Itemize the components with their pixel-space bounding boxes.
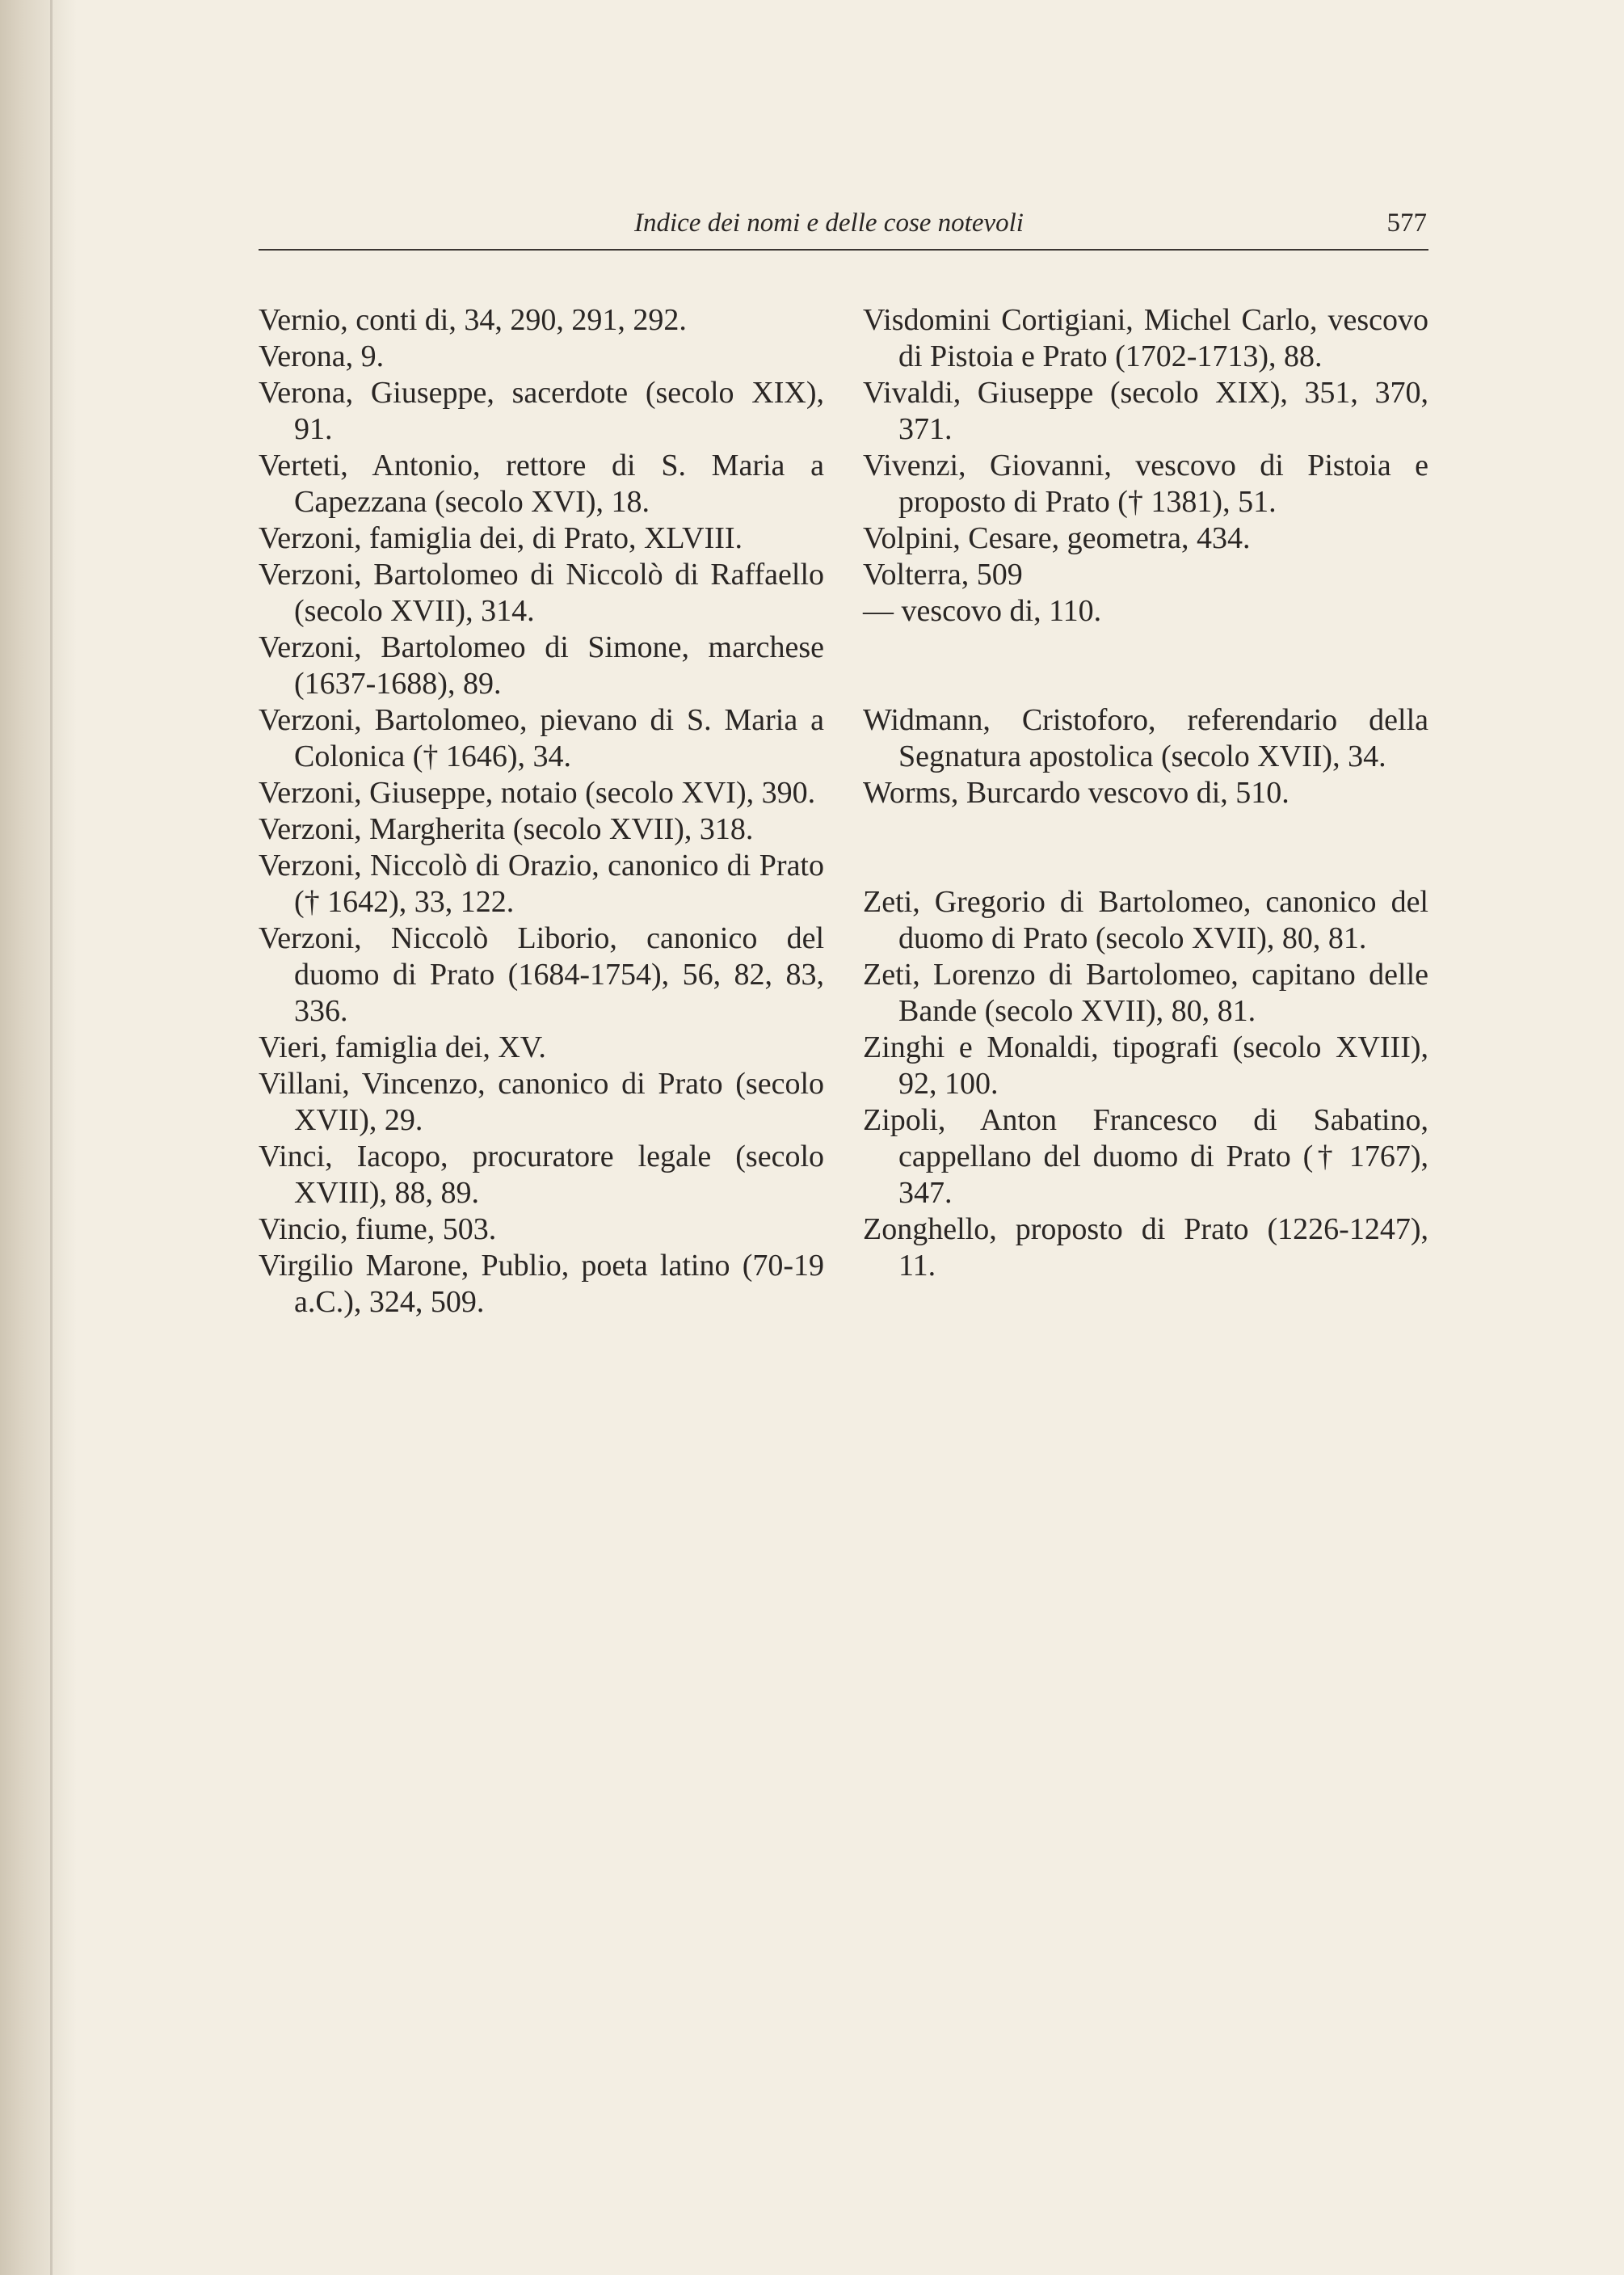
index-entry: Zeti, Lorenzo di Bartolomeo, capitano delle Bande (secolo XVII), 80, 81. <box>863 958 1428 1028</box>
index-entry: Widmann, Cristoforo, referendario della Segnatura apostolica (secolo XVII), 34. <box>863 703 1428 773</box>
index-entry: Villani, Vincenzo, canonico di Prato (secolo XVII), 29. <box>259 1067 824 1137</box>
index-group-w <box>863 702 1428 811</box>
index-entry: Verzoni, Niccolò Liborio, canonico del duomo di Prato (1684-1754), 56, 82, 83, 336. <box>259 921 824 1028</box>
index-entry: — vescovo di, 110. <box>863 594 1102 628</box>
index-entry: Verzoni, Giuseppe, notaio (secolo XVI), 390. <box>259 776 816 810</box>
index-entry: Visdomini Cortigiani, Michel Carlo, vescovo di Pistoia e Prato (1702-1713), 88. <box>863 303 1428 373</box>
index-entry: Vivenzi, Giovanni, vescovo di Pistoia e proposto di Prato († 1381), 51. <box>863 449 1428 519</box>
index-entry: Zipoli, Anton Francesco di Sabatino, cappellano del duomo di Prato († 1767), 347. <box>863 1103 1428 1210</box>
index-entry: Vieri, famiglia dei, XV. <box>259 1030 546 1064</box>
index-column-left <box>259 302 824 1321</box>
index-entry: Verzoni, Bartolomeo, pievano di S. Maria a Colonica († 1646), 34. <box>259 703 824 773</box>
index-entry: Verzoni, Bartolomeo di Simone, marchese (1637-1688), 89. <box>259 630 824 701</box>
letter-group-gap <box>863 811 1428 884</box>
index-entry: Verzoni, Niccolò di Orazio, canonico di Prato († 1642), 33, 122. <box>259 849 824 919</box>
book-gutter <box>0 0 77 2275</box>
index-entry: Vinci, Iacopo, procuratore legale (secolo XVIII), 88, 89. <box>259 1140 824 1210</box>
index-entry: Verteti, Antonio, rettore di S. Maria a Capezzana (secolo XVI), 18. <box>259 449 824 519</box>
running-title: Indice dei nomi e delle cose notevoli <box>634 209 1024 238</box>
index-entry: Verona, Giuseppe, sacerdote (secolo XIX), 91. <box>259 376 824 446</box>
letter-group-gap <box>863 630 1428 702</box>
index-group-z <box>863 884 1428 1284</box>
index-entry: Zonghello, proposto di Prato (1226-1247), 11. <box>863 1212 1428 1283</box>
index-entry: Verzoni, Margherita (secolo XVII), 318. <box>259 812 754 846</box>
binding-shadow <box>50 0 53 2275</box>
page-number: 577 <box>1386 209 1427 238</box>
index-entry: Volterra, 509 <box>863 558 1023 592</box>
index-entry: Virgilio Marone, Publio, poeta latino (70-19 a.C.), 324, 509. <box>259 1249 824 1319</box>
index-entry: Zinghi e Monaldi, tipografi (secolo XVIII), 92, 100. <box>863 1030 1428 1101</box>
index-group-v <box>863 302 1428 630</box>
index-entry: Zeti, Gregorio di Bartolomeo, canonico del duomo di Prato (secolo XVII), 80, 81. <box>863 885 1428 955</box>
index-column-right <box>863 302 1428 1284</box>
index-entry: Verzoni, famiglia dei, di Prato, XLVIII. <box>259 521 743 555</box>
index-entry: Vincio, fiume, 503. <box>259 1212 497 1246</box>
index-entry: Vivaldi, Giuseppe (secolo XIX), 351, 370, 371. <box>863 376 1428 446</box>
index-entry: Worms, Burcardo vescovo di, 510. <box>863 776 1290 810</box>
index-entry: Volpini, Cesare, geometra, 434. <box>863 521 1251 555</box>
index-entry: Verona, 9. <box>259 339 385 373</box>
index-entry: Verzoni, Bartolomeo di Niccolò di Raffaello (secolo XVII), 314. <box>259 558 824 628</box>
running-header <box>259 209 1428 251</box>
index-entry: Vernio, conti di, 34, 290, 291, 292. <box>259 303 687 337</box>
